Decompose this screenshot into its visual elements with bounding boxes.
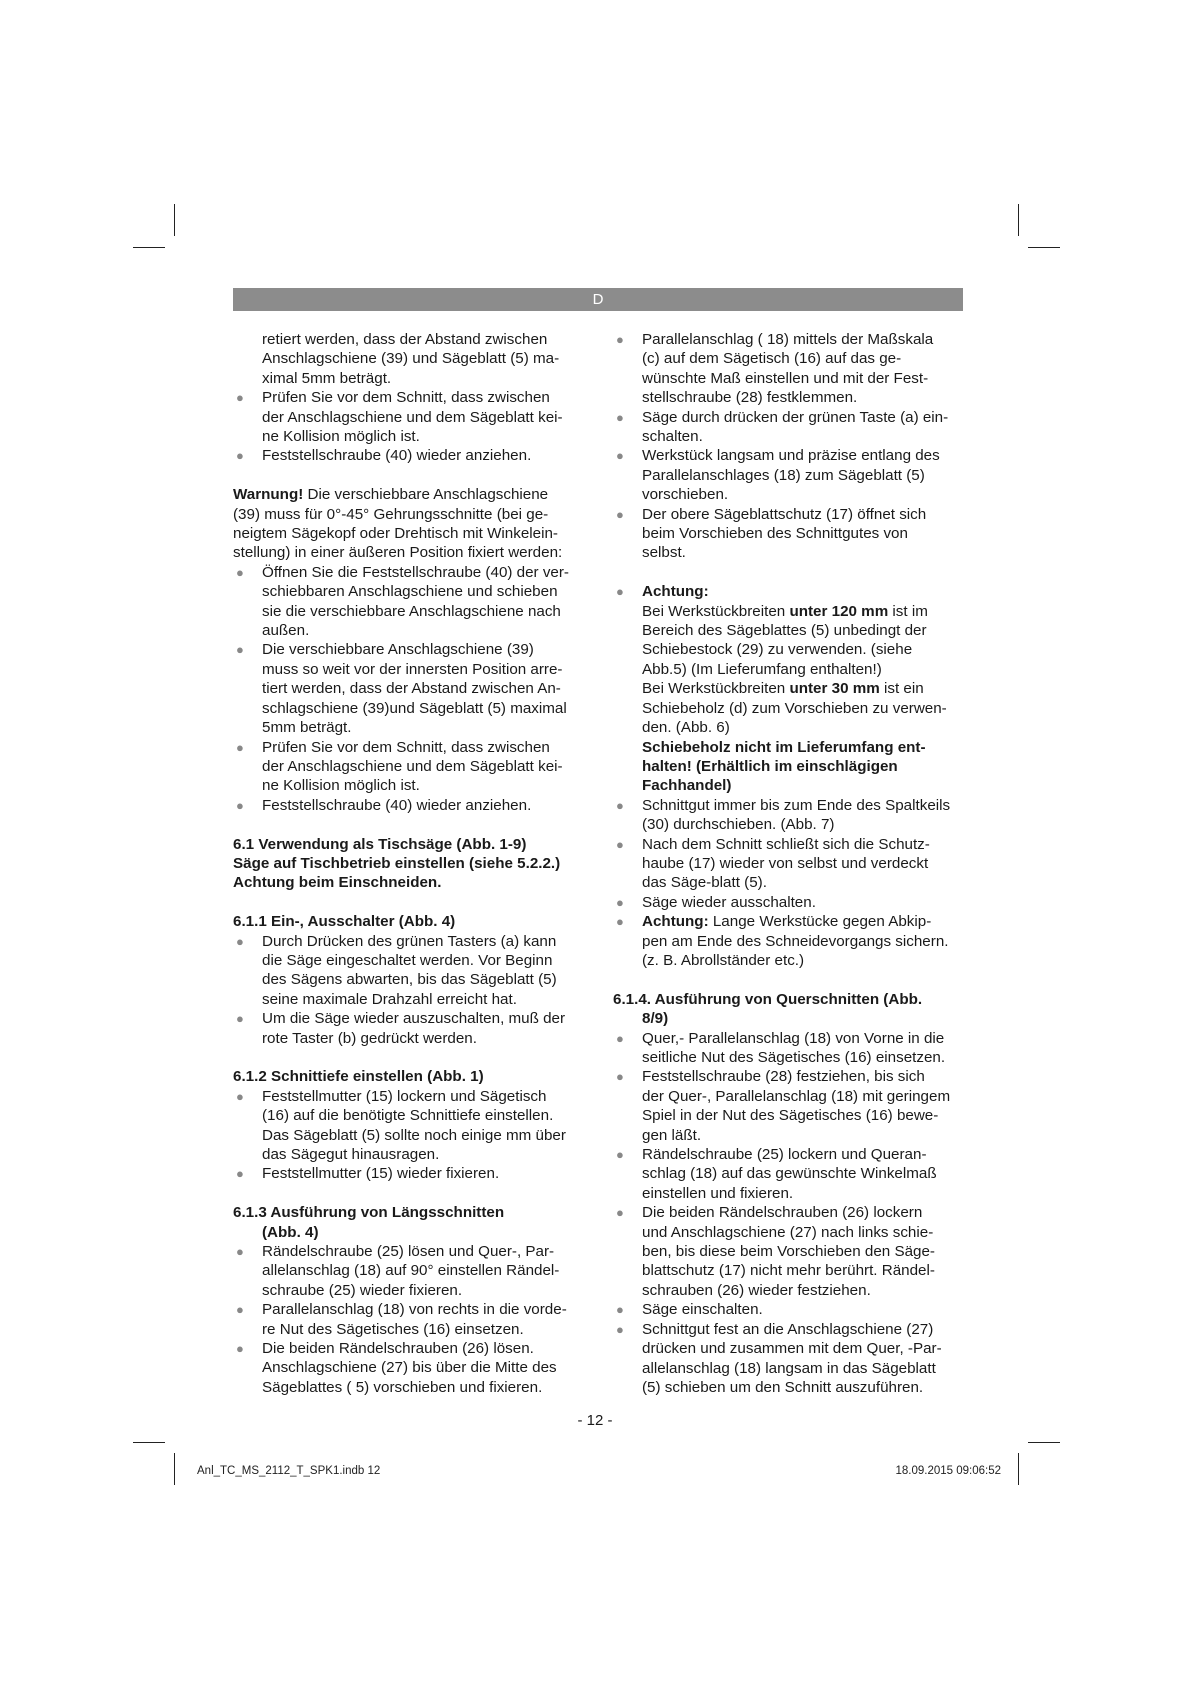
bullet-icon: ● [236,933,244,949]
bullet-icon: ● [236,1244,244,1260]
list-item: ● Rändelschraube (25) lösen und Quer-, Par- allelanschlag (18) auf 90° einstellen Rändel- schraube (25) wieder fixieren. [236,1243,560,1299]
list-item: ● Feststellschraube (40) wieder anziehen. [236,447,532,465]
left-column [233,330,588,1397]
bullet-icon: ● [236,448,244,464]
bullet-icon: ● [616,1147,624,1163]
bullet-icon: ● [236,1011,244,1027]
bullet-icon: ● [236,797,244,813]
text-line: (39) muss für 0°-45° Gehrungsschnitte (bei ge- [233,505,549,523]
list-item: ● Feststellschraube (40) wieder anziehen. [236,796,532,814]
text-line: Anschlagschiene (39) und Sägeblatt (5) ma- [262,350,560,368]
list-item: ● Feststellschraube (28) festziehen, bis sich der Quer-, Parallelanschlag (18) mit geringem Spiel in der Nut des Sägetisches (16) bewe- gen läßt. [616,1068,951,1144]
text-line: stellung) in einer äußeren Position fixiert werden: [233,544,563,562]
bullet-icon: ● [616,409,624,425]
attention-label: Achtung: [642,913,709,931]
list-item: ● Durch Drücken des grünen Tasters (a) kann die Säge eingeschaltet werden. Vor Beginn des Sägens abwarten, bis das Sägeblatt (5) seine maximale Drahzahl erreicht hat. [236,932,557,1008]
list-item: ● Prüfen Sie vor dem Schnitt, dass zwischen der Anschlagschiene und dem Sägeblatt kei- ne Kollision möglich ist. [236,738,563,795]
section-heading: 6.1.1 Ein-, Ausschalter (Abb. 4) [233,913,456,931]
attention-label: Achtung: [642,583,709,601]
list-item: ● Öffnen Sie die Feststellschraube (40) der ver- schiebbaren Anschlagschiene und schieben sie die verschiebbare Anschlagschiene nach außen. [236,563,569,640]
bullet-icon: ● [616,914,624,930]
bullet-icon: ● [236,739,244,755]
bullet-icon: ● [616,1205,624,1221]
crop-mark [1028,1442,1060,1443]
page-number: - 12 - [577,1412,613,1429]
section-heading: Säge auf Tischbetrieb einstellen (siehe 5.2.2.) [233,854,561,872]
section-heading: 6.1.3 Ausführung von Längsschnitten (Abb. 4) [233,1204,505,1241]
list-item: ● Feststellmutter (15) wieder fixieren. [236,1165,500,1183]
list-item: ● Parallelanschlag ( 18) mittels der Maßskala (c) auf dem Sägetisch (16) auf das ge- wünschte Maß einstellen und mit der Fest- stellschraube (28) festklemmen. [616,331,934,407]
list-item: ● Die beiden Rändelschrauben (26) lösen. Anschlagschiene (27) bis über die Mitte des Sägeblattes ( 5) vorschieben und fixieren. [236,1340,557,1396]
bullet-icon: ● [616,506,624,522]
text-line: ximal 5mm beträgt. [262,369,392,387]
bullet-icon: ● [616,1321,624,1337]
crop-mark [133,247,165,248]
list-item: ● Um die Säge wieder auszuschalten, muß der rote Taster (b) gedrückt werden. [236,1010,566,1047]
crop-mark [174,204,175,236]
list-item: ● Schnittgut immer bis zum Ende des Spaltkeils (30) durchschieben. (Abb. 7) [616,796,951,834]
bullet-icon: ● [236,390,244,406]
bullet-icon: ● [616,448,624,464]
footer-timestamp: 18.09.2015 09:06:52 [895,1465,1001,1477]
attention-item: ● Achtung: Bei Werkstückbreiten unter 120 mm ist im Bereich des Sägeblattes (5) unbedingt der Schiebestock (29) zu verwenden. (siehe Abb.5) (Im Lieferumfang enthalten!) Bei Werkstückbreiten unter 30 mm ist ein Schiebeholz (d) zum Vorschieben zu verwen- den. (Abb. 6) Schiebeholz nicht im Lieferumfang ent- halten! (Erhältlich im einschlägigen Fachhandel) [616,583,947,795]
list-item: ● Nach dem Schnitt schließt sich die Schutz- haube (17) wieder von selbst und verdeckt das Säge-blatt (5). [616,835,930,892]
language-header-bar: D [233,288,963,311]
footer-file-name: Anl_TC_MS_2112_T_SPK1.indb 12 [197,1465,381,1477]
bullet-icon: ● [616,332,624,347]
bullet-icon: ● [236,564,244,580]
bullet-icon: ● [236,1341,244,1357]
bullet-icon: ● [236,1166,244,1182]
list-item: ● Schnittgut fest an die Anschlagschiene (27) drücken und zusammen mit dem Quer, -Par- allelanschlag (18) langsam in das Sägeblatt (5) schieben um den Schnitt auszuführen. [616,1320,942,1396]
bullet-icon: ● [616,836,624,852]
list-item: ● Die verschiebbare Anschlagschiene (39) muss so weit vor der innersten Position arre- tiert werden, dass der Abstand zwischen An- schlagschiene (39)und Sägeblatt (5) maximal 5mm beträgt. [236,641,567,737]
list-item: ● Werkstück langsam und präzise entlang des Parallelanschlages (18) zum Sägeblatt (5) vorschieben. [616,447,940,504]
bullet-icon: ● [616,1302,624,1318]
bullet-icon: ● [616,584,624,600]
list-item: ● Prüfen Sie vor dem Schnitt, dass zwischen der Anschlagschiene und dem Sägeblatt kei- ne Kollision möglich ist. [236,389,563,446]
section-heading: 6.1.2 Schnittiefe einstellen (Abb. 1) [233,1068,484,1086]
section-heading: 6.1 Verwendung als Tischsäge (Abb. 1-9) [233,835,527,853]
bullet-icon: ● [616,1030,624,1046]
warning-paragraph: Warnung! Die verschiebbare Anschlagschiene [233,486,549,504]
list-item: ● Säge wieder ausschalten. [616,893,816,911]
list-item: ● Feststellmutter (15) lockern und Sägetisch (16) auf die benötigte Schnittiefe einstellen. Das Sägeblatt (5) sollte noch einige mm über das Sägegut hinausragen. [236,1087,566,1163]
text-line: retiert werden, dass der Abstand zwischen [262,331,548,348]
bullet-icon: ● [616,894,624,910]
list-item: ● Achtung: Lange Werkstücke gegen Abkip- pen am Ende des Schneidevorgangs sichern. (z. B. Abrollständer etc.) [616,913,949,969]
list-item: ● Die beiden Rändelschrauben (26) lockern und Anschlagschiene (27) nach links schie- ben, bis diese beim Vorschieben den Säge- blattschutz (17) nicht mehr berührt. Rändel- schrauben (26) wieder festziehen. [616,1204,935,1299]
list-item: ● Parallelanschlag (18) von rechts in die vorde- re Nut des Sägetisches (16) einsetzen. [236,1301,567,1338]
list-item: ● Rändelschraube (25) lockern und Queran- schlag (18) auf das gewünschte Winkelmaß einstellen und fixieren. [616,1146,937,1202]
section-heading: 6.1.4. Ausführung von Querschnitten (Abb. 8/9) [613,990,923,1028]
crop-mark [133,1442,165,1443]
section-heading: Achtung beim Einschneiden. [233,874,442,892]
list-item: ● Säge durch drücken der grünen Taste (a) ein- schalten. [616,408,949,446]
crop-mark [174,1453,175,1485]
bullet-icon: ● [236,1302,244,1318]
list-item: ● Der obere Sägeblattschutz (17) öffnet sich beim Vorschieben des Schnittgutes von selbst. [616,505,927,562]
bullet-icon: ● [616,1069,624,1085]
text-line: neigtem Sägekopf oder Drehtisch mit Winkelein- [233,525,558,543]
warning-label: Warnung! [233,486,304,504]
right-column [613,330,968,1397]
bullet-icon: ● [236,642,244,658]
list-item: ● Säge einschalten. [616,1301,763,1319]
crop-mark [1028,247,1060,248]
list-item: ● Quer,- Parallelanschlag (18) von Vorne in die seitliche Nut des Sägetisches (16) einsetzen. [616,1029,946,1066]
bullet-icon: ● [616,797,624,813]
crop-mark [1018,204,1019,236]
bullet-icon: ● [236,1088,244,1104]
crop-mark [1018,1453,1019,1485]
